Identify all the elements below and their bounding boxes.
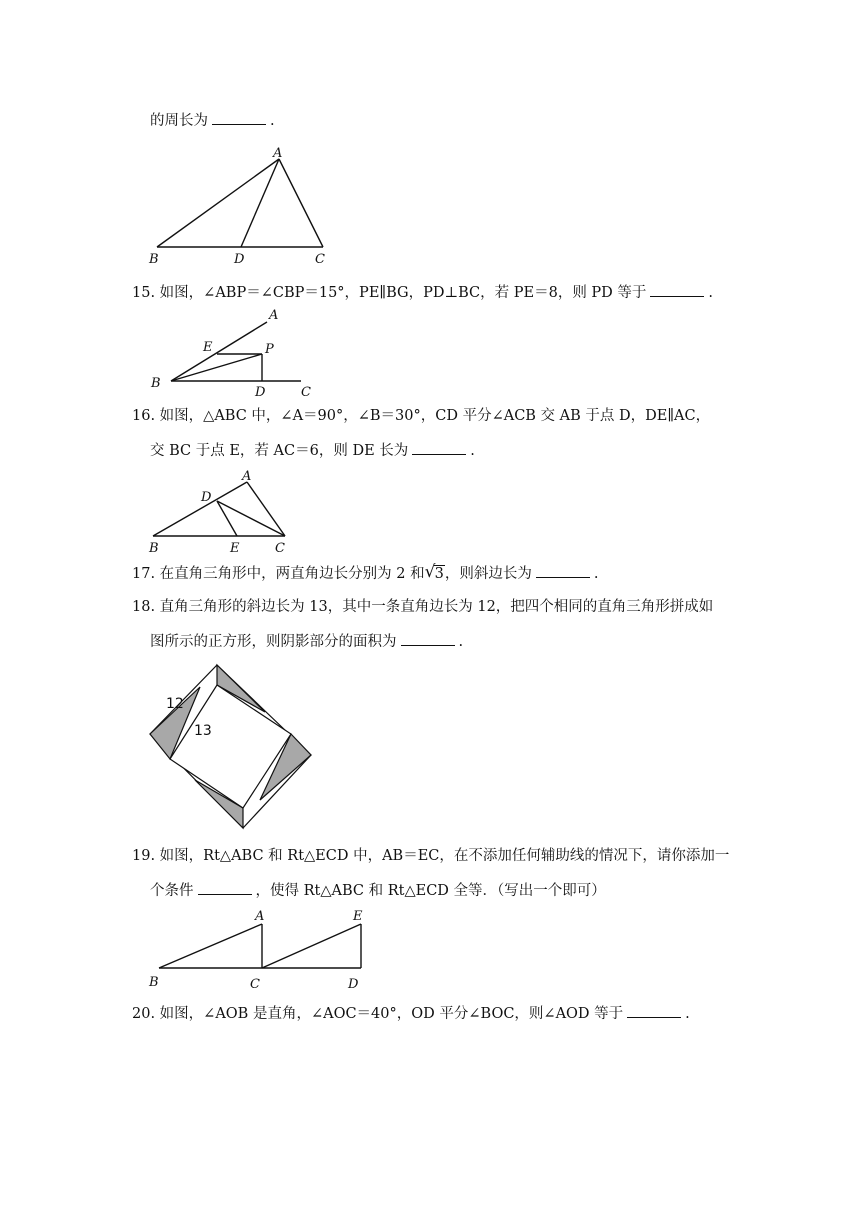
label-12: 12 [166,696,184,712]
answer-blank [650,282,704,297]
q15-number: 15. [132,285,156,301]
label-C: C [275,541,285,556]
label-D: D [255,385,266,400]
period: . [470,443,475,459]
q17-text-before: 在直角三角形中，两直角边长分别为 2 和 [159,566,425,582]
period: . [685,1006,690,1022]
answer-blank [212,110,266,125]
figure-q16 [145,466,295,556]
period: . [270,113,275,129]
label-B: B [149,252,159,267]
q17-number: 17. [132,566,156,582]
q15-text: 如图，∠ABP＝∠CBP＝15°，PE∥BG，PD⊥BC，若 PE＝8，则 PD 等于 [159,285,647,301]
question-16-line-2 [150,440,475,461]
q17-text-after: ，则斜边长为 [444,566,532,582]
period: . [708,285,714,301]
label-B: B [149,975,159,990]
label-D: D [234,252,245,267]
q16-text-2: 交 BC 于点 E，若 AC＝6，则 DE 长为 [150,443,409,459]
q19-text-2b: ，使得 Rt△ABC 和 Rt△ECD 全等．（写出一个即可） [255,883,606,899]
figure-q15 [145,305,325,400]
q18-text-2: 图所示的正方形，则阴影部分的面积为 [150,634,397,650]
sqrt-expression [425,564,445,584]
label-D: D [348,977,359,992]
radicand: 3 [434,566,444,582]
answer-blank [412,440,466,455]
label-A: A [242,469,252,484]
label-D: D [201,490,212,505]
q20-number: 20. [132,1006,156,1022]
label-A: A [255,909,265,924]
question-18-line-2 [150,631,463,652]
period: . [458,634,464,650]
label-C: C [301,385,311,400]
answer-blank [536,563,590,578]
q14-tail-text: 的周长为 [150,113,208,129]
figure-q14 [145,143,330,268]
q14-tail-line [150,110,275,131]
label-A: A [269,308,279,323]
question-16-line-1 [132,406,710,426]
question-19-line-1 [132,846,729,866]
label-E: E [230,541,240,556]
answer-blank [198,880,252,895]
q19-text-2a: 个条件 [150,883,194,899]
q16-number: 16. [132,408,156,424]
figure-q18 [140,660,320,835]
label-C: C [315,252,325,267]
q20-text: 如图，∠AOB 是直角，∠AOC＝40°，OD 平分∠BOC，则∠AOD 等于 [159,1006,624,1022]
label-13: 13 [194,723,212,739]
label-A: A [273,146,283,161]
answer-blank [627,1003,681,1018]
label-B: B [151,376,161,391]
q18-number: 18. [132,599,156,615]
figure-q19 [145,906,370,996]
label-P: P [265,342,274,357]
q16-text-1: 如图，△ABC 中，∠A＝90°，∠B＝30°，CD 平分∠ACB 交 AB 于点 D，DE∥AC， [159,408,711,424]
q18-text-1: 直角三角形的斜边长为 13，其中一条直角边长为 12，把四个相同的直角三角形拼成如 [159,599,714,615]
q19-text-1: 如图，Rt△ABC 和 Rt△ECD 中，AB＝EC，在不添加任何辅助线的情况下，请你添加一 [159,848,730,864]
question-15 [132,282,713,303]
label-B: B [149,541,159,556]
question-20 [132,1003,690,1024]
q19-number: 19. [132,848,156,864]
question-17 [132,563,598,584]
label-C: C [250,977,260,992]
label-E: E [203,340,213,355]
answer-blank [401,631,455,646]
question-19-line-2 [150,880,606,901]
radical-sign: √ [424,562,436,582]
label-E: E [353,909,363,924]
period: . [593,566,599,582]
question-18-line-1 [132,597,713,617]
